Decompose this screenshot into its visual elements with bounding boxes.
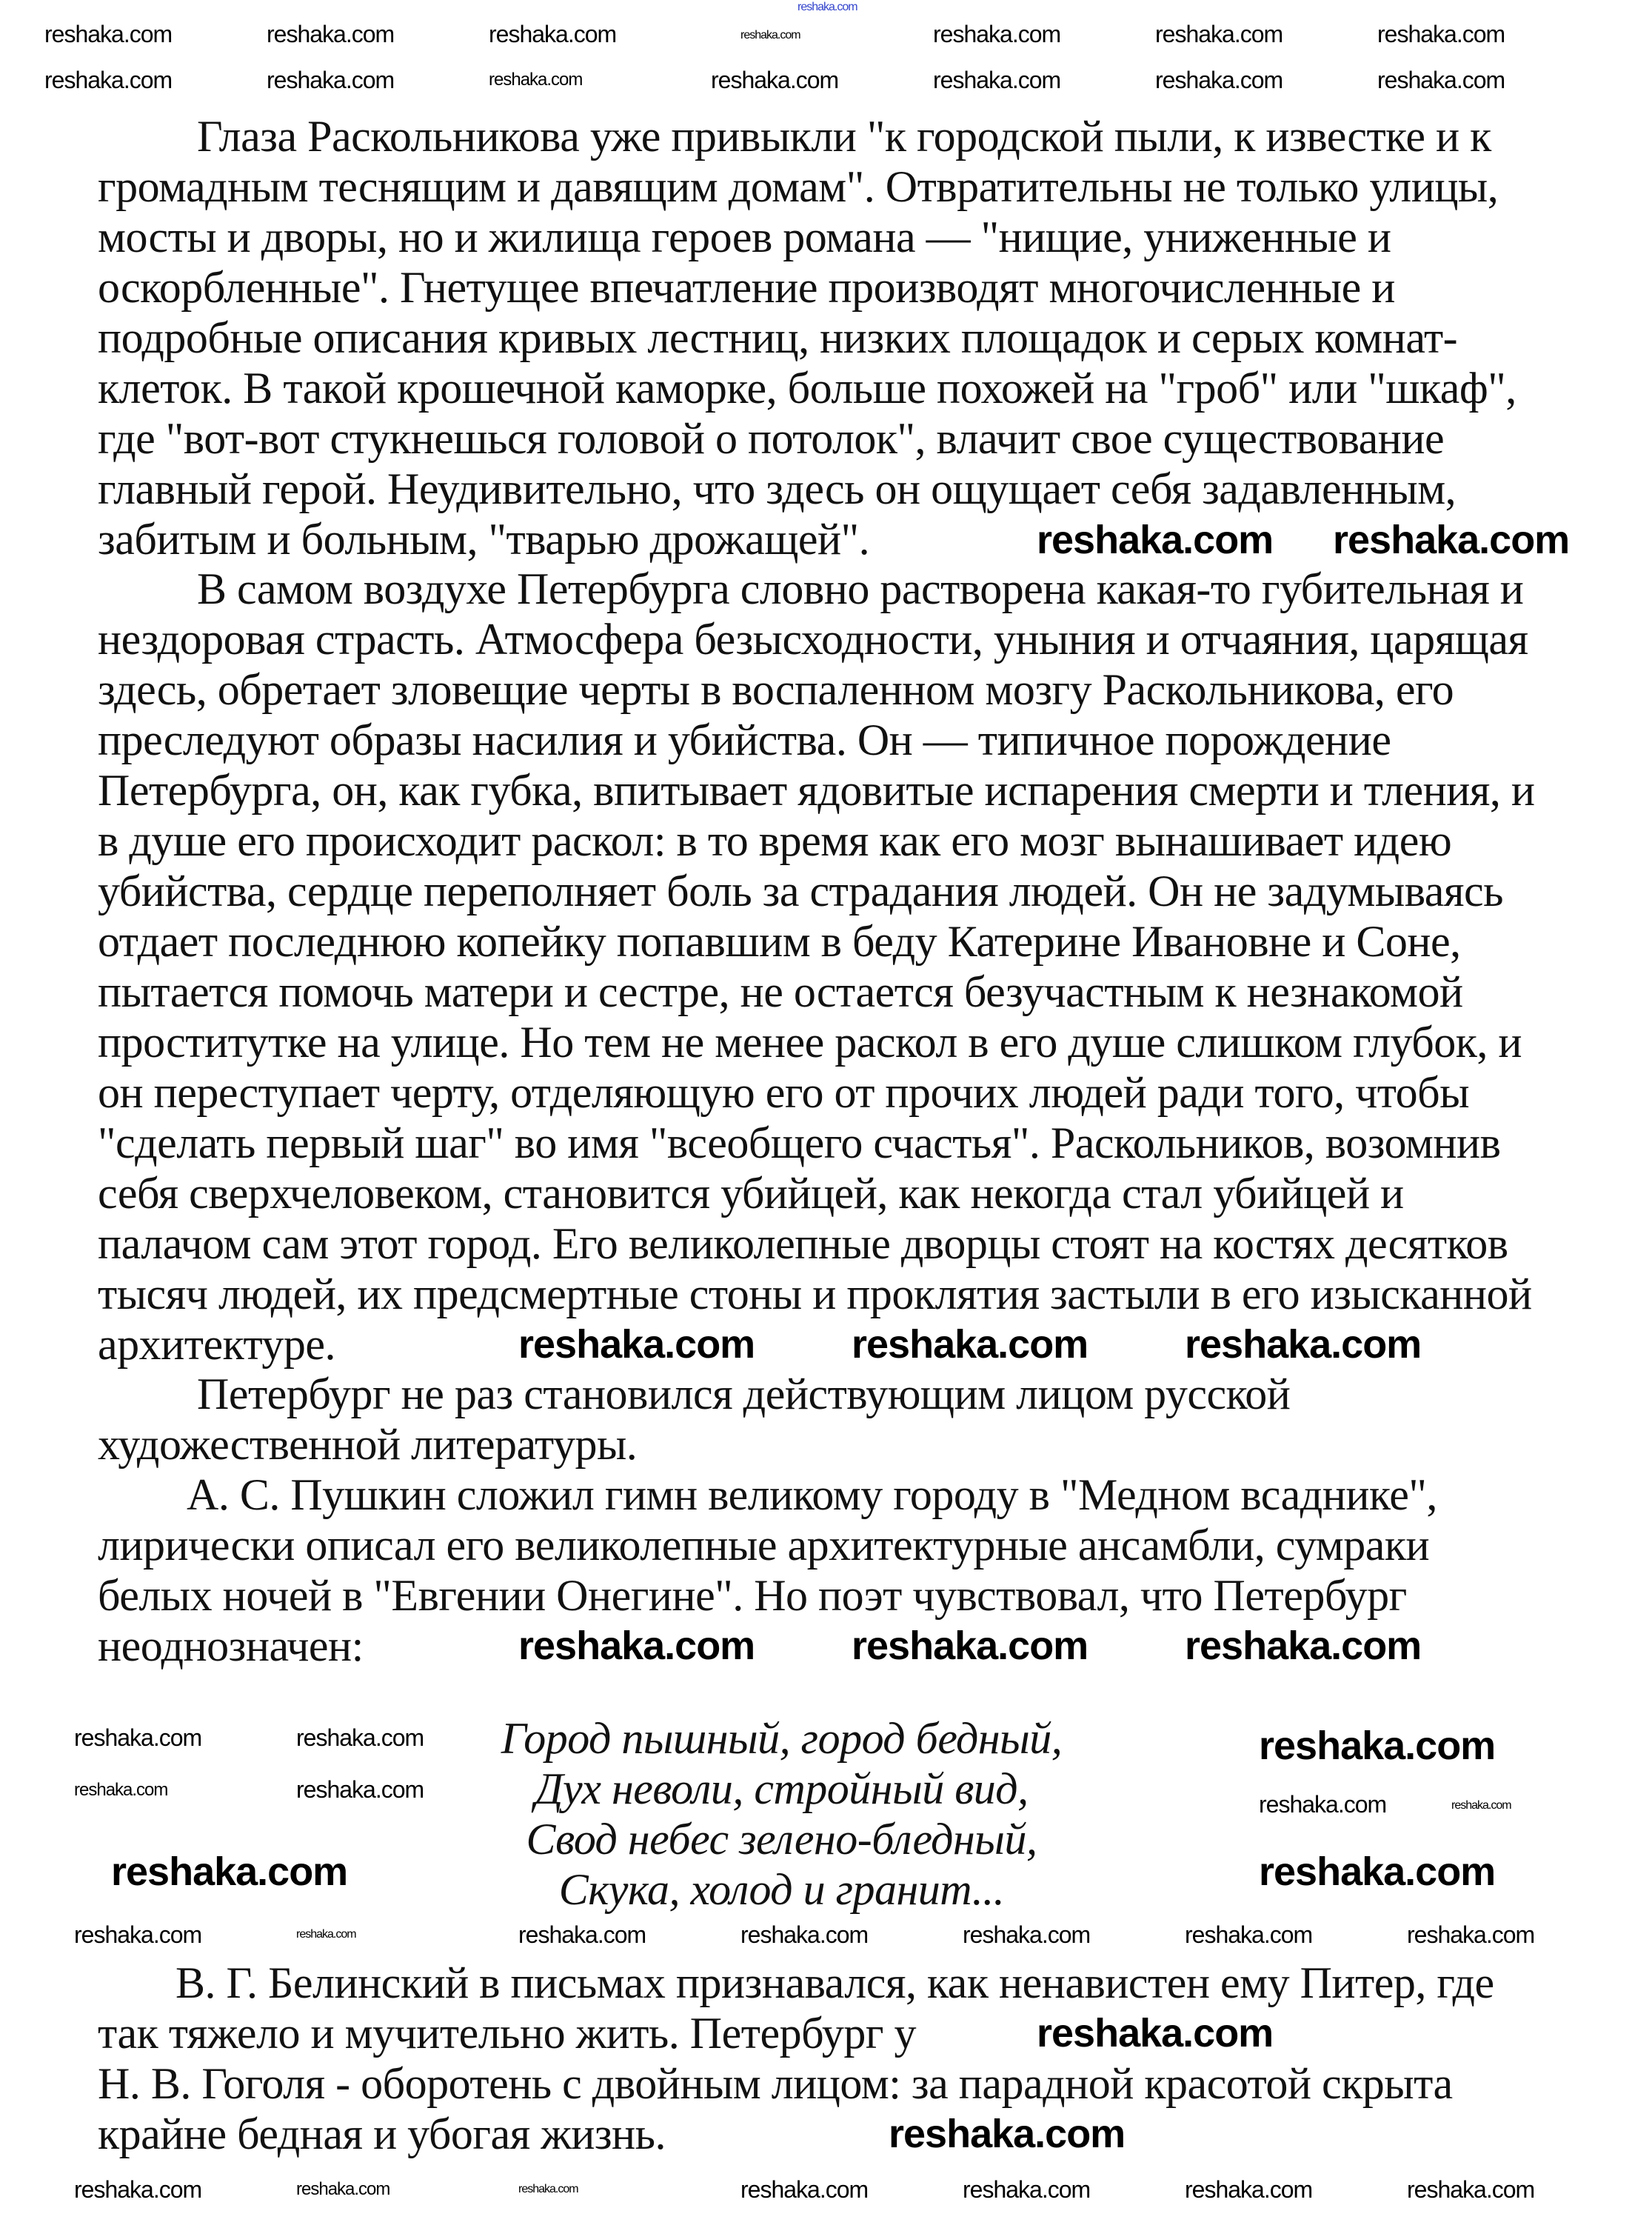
text-line: пытается помочь матери и сестре, не остается безучастным к незнакомой — [98, 967, 1463, 1016]
watermark-text: reshaka.com — [1377, 21, 1505, 47]
text-line: Петербурга, он, как губка, впитывает ядовитые испарения смерти и тления, и — [98, 766, 1535, 815]
text-line: В. Г. Белинский в письмах признавался, как ненавистен ему Питер, где — [175, 1958, 1494, 2007]
watermark-text: reshaka.com — [296, 1776, 424, 1803]
text-line: себя сверхчеловеком, становится убийцей, как некогда стал убийцей и — [98, 1169, 1404, 1218]
watermark-text: reshaka.com — [1037, 518, 1274, 562]
paragraph-belinsky-gogol — [98, 1958, 1579, 2159]
text-line: преследуют образы насилия и убийства. Он — типичное порождение — [98, 716, 1391, 764]
text-line: нездоровая страсть. Атмосфера безысходности, уныния и отчаяния, царящая — [98, 615, 1528, 664]
watermark-text: reshaka.com — [1185, 1322, 1422, 1367]
watermark-text: reshaka.com — [1155, 21, 1283, 47]
text-line: клеток. В такой крошечной каморке, больше похожей на "гроб" или "шкаф", — [98, 364, 1516, 413]
watermark-text: reshaka.com — [296, 1724, 424, 1751]
text-line: убийства, сердце переполняет боль за страдания людей. Он не задумываясь — [98, 867, 1503, 915]
text-line: главный герой. Неудивительно, что здесь он ощущает себя задавленным, — [98, 464, 1457, 513]
text-line: А. С. Пушкин сложил гимн великому городу в "Медном всаднике", — [187, 1470, 1437, 1519]
watermark-text: reshaka.com — [933, 21, 1061, 47]
watermark-text: reshaka.com — [852, 1624, 1088, 1668]
watermark-text: reshaka.com — [518, 2183, 578, 2195]
text-line: неоднозначен: — [98, 1621, 364, 1670]
text-line: палачом сам этот город. Его великолепные дворцы стоят на костях десятков — [98, 1219, 1508, 1268]
watermark-text: reshaka.com — [518, 1921, 646, 1948]
watermark-text: reshaka.com — [296, 2179, 390, 2199]
text-line: художественной литературы. — [98, 1420, 638, 1469]
watermark-text: reshaka.com — [933, 67, 1061, 93]
text-line: Дух неволи, стройный вид, — [535, 1764, 1029, 1813]
watermark-text: reshaka.com — [711, 67, 839, 93]
watermark-text: reshaka.com — [1259, 1724, 1496, 1768]
watermark-text: reshaka.com — [1451, 1799, 1511, 1812]
watermark-text: reshaka.com — [518, 1624, 755, 1668]
text-line: белых ночей в "Евгении Онегине". Но поэт чувствовал, что Петербург — [98, 1571, 1407, 1620]
paragraph-petersburg-literature — [98, 1369, 1579, 1470]
watermark-text: reshaka.com — [296, 1928, 356, 1941]
text-line: Глаза Раскольникова уже привыкли "к городской пыли, к известке и к — [197, 112, 1491, 161]
watermark-text: reshaka.com — [74, 1780, 168, 1800]
watermark-text: reshaka.com — [1185, 2176, 1313, 2203]
text-line: где "вот-вот стукнешься головой о потолок", влачит свое существование — [98, 414, 1445, 463]
watermark-text: reshaka.com — [1185, 1921, 1313, 1948]
paragraph-petersburg-air — [98, 564, 1579, 1370]
watermark-text: reshaka.com — [740, 2176, 869, 2203]
watermark-text: reshaka.com — [797, 1, 857, 13]
watermark-text: reshaka.com — [1407, 2176, 1535, 2203]
watermark-text: reshaka.com — [518, 1322, 755, 1367]
watermark-text: reshaka.com — [852, 1322, 1088, 1367]
text-line: крайне бедная и убогая жизнь. — [98, 2109, 666, 2158]
watermark-text: reshaka.com — [1333, 518, 1570, 562]
watermark-text: reshaka.com — [1377, 67, 1505, 93]
text-line: забитым и больным, "тварью дрожащей". — [98, 515, 870, 564]
text-line: В самом воздухе Петербурга словно растворена какая-то губительная и — [197, 564, 1524, 613]
watermark-text: reshaka.com — [1259, 1850, 1496, 1894]
watermark-text: reshaka.com — [1037, 2011, 1274, 2055]
text-line: лирически описал его великолепные архитектурные ансамбли, сумраки — [98, 1521, 1430, 1570]
text-line: он переступает черту, отделяющую его от прочих людей ради того, чтобы — [98, 1068, 1470, 1117]
watermark-text: reshaka.com — [1407, 1921, 1535, 1948]
watermark-text: reshaka.com — [740, 29, 800, 41]
watermark-text: reshaka.com — [489, 21, 617, 47]
text-line: отдает последнюю копейку попавшим в беду Катерине Ивановне и Соне, — [98, 917, 1461, 966]
watermark-text: reshaka.com — [74, 2176, 202, 2203]
watermark-text: reshaka.com — [267, 21, 395, 47]
text-line: здесь, обретает зловещие черты в воспаленном мозгу Раскольникова, его — [98, 665, 1454, 714]
text-line: Скука, холод и гранит... — [558, 1865, 1005, 1914]
text-line: подробные описания кривых лестниц, низких площадок и серых комнат- — [98, 313, 1458, 362]
watermark-text: reshaka.com — [740, 1921, 869, 1948]
watermark-text: reshaka.com — [44, 67, 173, 93]
text-line: мосты и дворы, но и жилища героев романа — "нищие, униженные и — [98, 213, 1391, 261]
text-line: Н. В. Гоголя - оборотень с двойным лицом: за парадной красотой скрыта — [98, 2059, 1453, 2108]
paragraph-raskolnikov-eyes — [98, 111, 1579, 564]
text-line: Город пышный, город бедный, — [501, 1714, 1063, 1763]
text-line: Свод небес зелено-бледный, — [526, 1815, 1037, 1864]
watermark-text: reshaka.com — [44, 21, 173, 47]
watermark-text: reshaka.com — [889, 2112, 1126, 2156]
watermark-text: reshaka.com — [489, 70, 583, 90]
watermark-text: reshaka.com — [74, 1921, 202, 1948]
text-line: "сделать первый шаг" во имя "всеобщего счастья". Раскольников, возомнив — [98, 1118, 1501, 1167]
watermark-text: reshaka.com — [963, 1921, 1091, 1948]
text-line: проститутке на улице. Но тем не менее раскол в его душе слишком глубок, и — [98, 1018, 1522, 1067]
watermark-text: reshaka.com — [1185, 1624, 1422, 1668]
text-line: оскорбленные". Гнетущее впечатление производят многочисленные и — [98, 263, 1395, 312]
watermark-text: reshaka.com — [963, 2176, 1091, 2203]
text-line: так тяжело и мучительно жить. Петербург у — [98, 2009, 916, 2058]
text-line: громадным теснящим и давящим домам". Отвратительны не только улицы, — [98, 162, 1499, 211]
text-line: Петербург не раз становился действующим лицом русской — [197, 1370, 1291, 1418]
watermark-text: reshaka.com — [267, 67, 395, 93]
text-line: архитектуре. — [98, 1320, 336, 1369]
watermark-text: reshaka.com — [74, 1724, 202, 1751]
text-line: в душе его происходит раскол: в то время как его мозг вынашивает идею — [98, 816, 1452, 865]
watermark-text: reshaka.com — [1155, 67, 1283, 93]
text-line: тысяч людей, их предсмертные стоны и проклятия застыли в его изысканной — [98, 1270, 1532, 1318]
watermark-text: reshaka.com — [111, 1850, 348, 1894]
watermark-text: reshaka.com — [1259, 1791, 1387, 1818]
